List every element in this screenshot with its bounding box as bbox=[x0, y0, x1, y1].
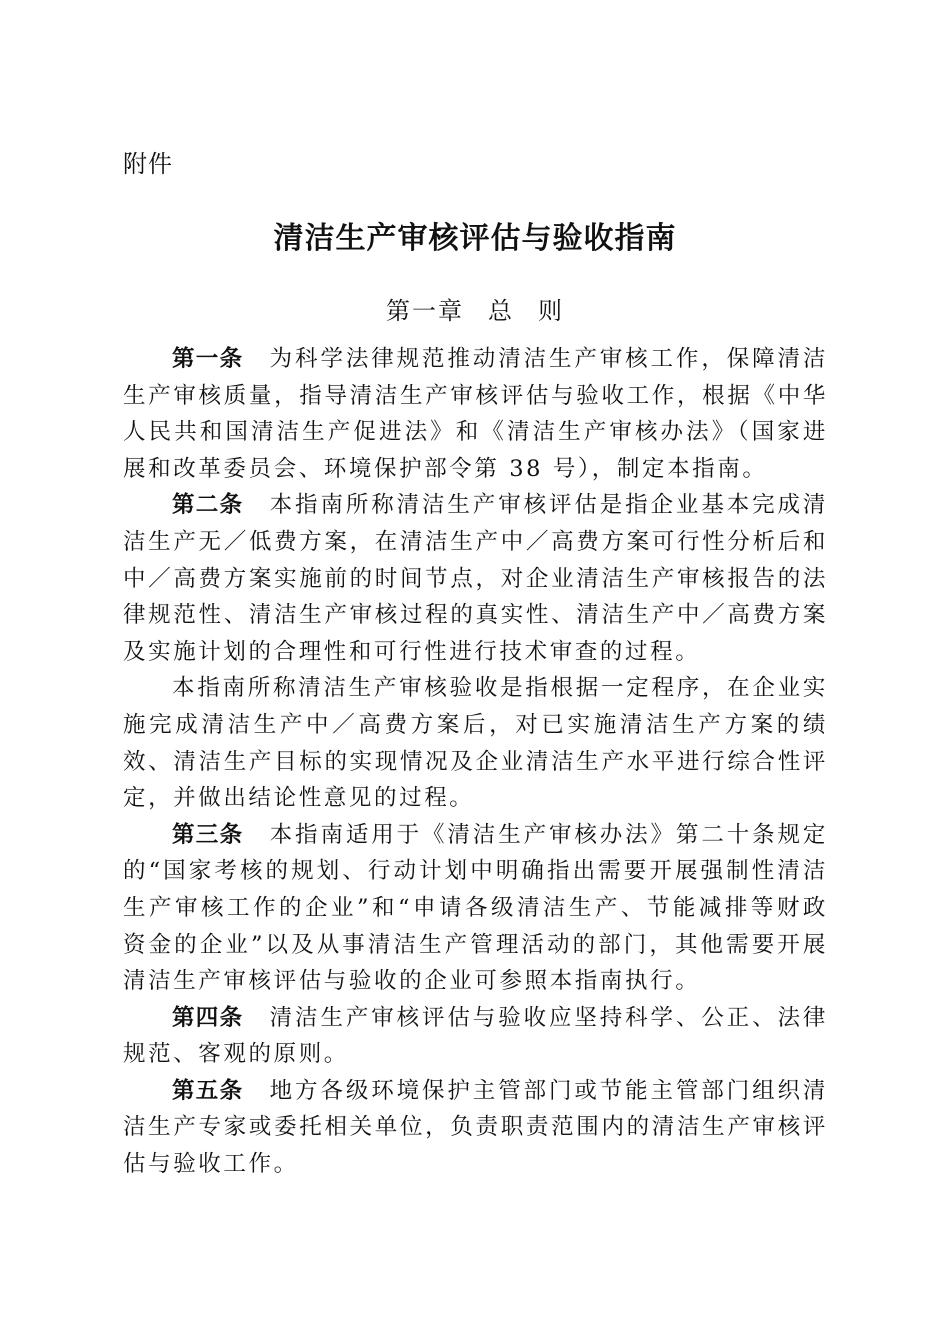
article-5 bbox=[123, 1073, 828, 1183]
article-text: 本指南适用于《清洁生产审核办法》第二十条规定的“国家考核的规划、行动计划中明确指出需要开展强制性清洁生产审核工作的企业”和“申请各级清洁生产、节能减排等财政资金的企业”以及从事清洁生产管理活动的部门，其他需要开展清洁生产审核评估与验收的企业可参照本指南执行。 bbox=[123, 821, 828, 995]
chapter-number: 第一章 bbox=[386, 297, 464, 325]
article-4 bbox=[123, 1000, 828, 1073]
article-1 bbox=[123, 341, 828, 487]
chapter-name-part1: 总 bbox=[488, 297, 514, 325]
chapter-name-part2: 则 bbox=[538, 297, 564, 325]
article-text: 为科学法律规范推动清洁生产审核工作，保障清洁生产审核质量，指导清洁生产审核评估与验收工作，根据《中华人民共和国清洁生产促进法》和《清洁生产审核办法》（国家进展和改革委员会、环境保护部令第 38 号），制定本指南。 bbox=[123, 346, 828, 482]
document-body bbox=[123, 341, 828, 1183]
chapter-heading bbox=[0, 294, 950, 328]
article-text: 本指南所称清洁生产审核评估是指企业基本完成清洁生产无／低费方案，在清洁生产中／高费方案可行性分析后和中／高费方案实施前的时间节点，对企业清洁生产审核报告的法律规范性、清洁生产审核过程的真实性、清洁生产中／高费方案及实施计划的合理性和可行性进行技术审查的过程。 bbox=[123, 492, 828, 665]
article-3 bbox=[123, 817, 828, 1000]
article-label: 第五条 bbox=[172, 1077, 244, 1104]
article-text: 清洁生产审核评估与验收应坚持科学、公正、法律规范、客观的原则。 bbox=[123, 1004, 828, 1068]
article-label: 第二条 bbox=[172, 492, 244, 519]
article-2-continuation bbox=[123, 670, 828, 816]
document-title: 清洁生产审核评估与验收指南 bbox=[273, 221, 677, 256]
article-label: 第三条 bbox=[172, 821, 244, 848]
article-2 bbox=[123, 487, 828, 670]
attachment-label: 附件 bbox=[123, 150, 173, 178]
article-label: 第一条 bbox=[172, 346, 244, 372]
article-label: 第四条 bbox=[172, 1004, 244, 1031]
article-text: 本指南所称清洁生产审核验收是指根据一定程序，在企业实施完成清洁生产中／高费方案后，对已实施清洁生产方案的绩效、清洁生产目标的实现情况及企业清洁生产水平进行综合性评定，并做出结论性意见的过程。 bbox=[123, 675, 828, 812]
article-text: 地方各级环境保护主管部门或节能主管部门组织清洁生产专家或委托相关单位，负责职责范围内的清洁生产审核评估与验收工作。 bbox=[123, 1077, 828, 1178]
